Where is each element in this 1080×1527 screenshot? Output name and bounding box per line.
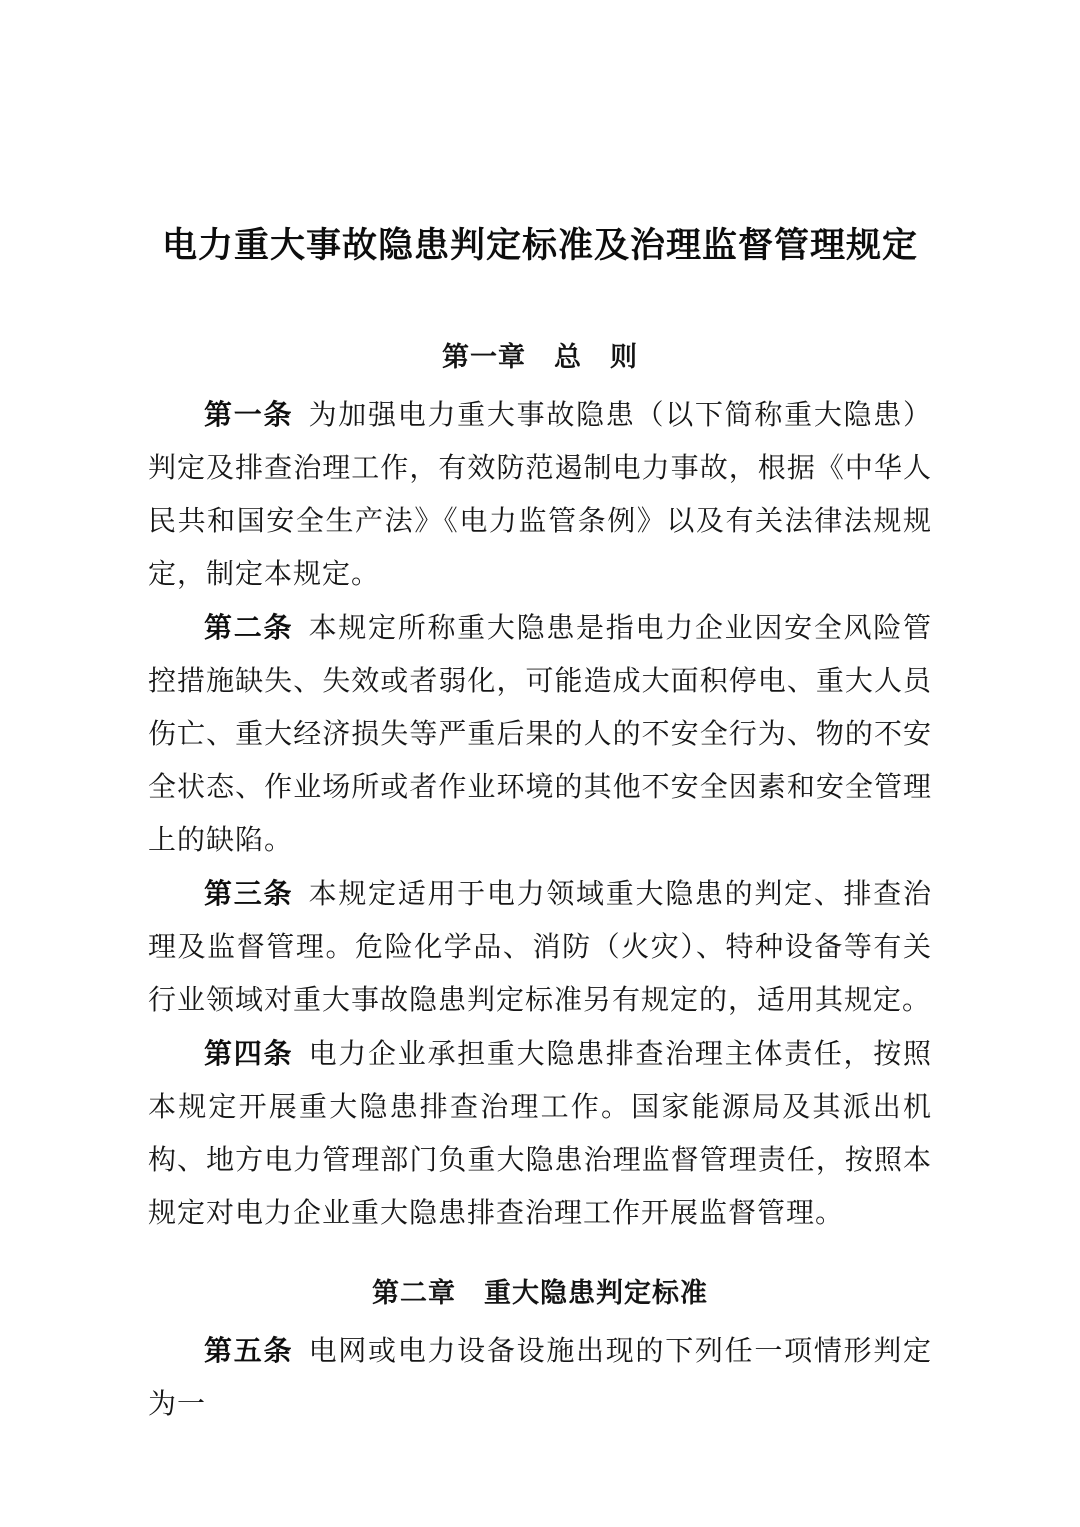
article-2-label: 第二条 <box>204 612 294 643</box>
article-5-label: 第五条 <box>204 1335 294 1366</box>
article-2 <box>148 601 932 867</box>
chapter-2-heading: 第二章 重大隐患判定标准 <box>372 1278 708 1308</box>
article-3-text: 本规定适用于电力领域重大隐患的判定、排查治理及监督管理。危险化学品、消防（火灾）、特种设备等有关行业领域对重大事故隐患判定标准另有规定的，适用其规定。 <box>148 879 932 1016</box>
article-1 <box>148 388 932 601</box>
chapter-1-heading: 第一章 总 则 <box>442 342 638 372</box>
article-5-text: 电网或电力设备设施出现的下列任一项情形判定为一 <box>148 1336 932 1420</box>
document-title: 电力重大事故隐患判定标准及治理监督管理规定 <box>161 226 918 265</box>
article-3 <box>148 867 932 1027</box>
article-4-label: 第四条 <box>204 1038 294 1069</box>
article-5 <box>148 1324 932 1431</box>
article-1-label: 第一条 <box>204 399 294 430</box>
article-2-text: 本规定所称重大隐患是指电力企业因安全风险管控措施缺失、失效或者弱化，可能造成大面积停电、重大人员伤亡、重大经济损失等严重后果的人的不安全行为、物的不安全状态、作业场所或者作业环境的其他不安全因素和安全管理上的缺陷。 <box>148 613 932 856</box>
article-3-label: 第三条 <box>204 878 294 909</box>
article-4-text: 电力企业承担重大隐患排查治理主体责任，按照本规定开展重大隐患排查治理工作。国家能源局及其派出机构、地方电力管理部门负重大隐患治理监督管理责任，按照本规定对电力企业重大隐患排查治理工作开展监督管理。 <box>148 1039 932 1229</box>
article-4 <box>148 1027 932 1240</box>
article-1-text: 为加强电力重大事故隐患（以下简称重大隐患）判定及排查治理工作，有效防范遏制电力事故，根据《中华人民共和国安全生产法》《电力监管条例》以及有关法律法规规定，制定本规定。 <box>148 400 932 590</box>
